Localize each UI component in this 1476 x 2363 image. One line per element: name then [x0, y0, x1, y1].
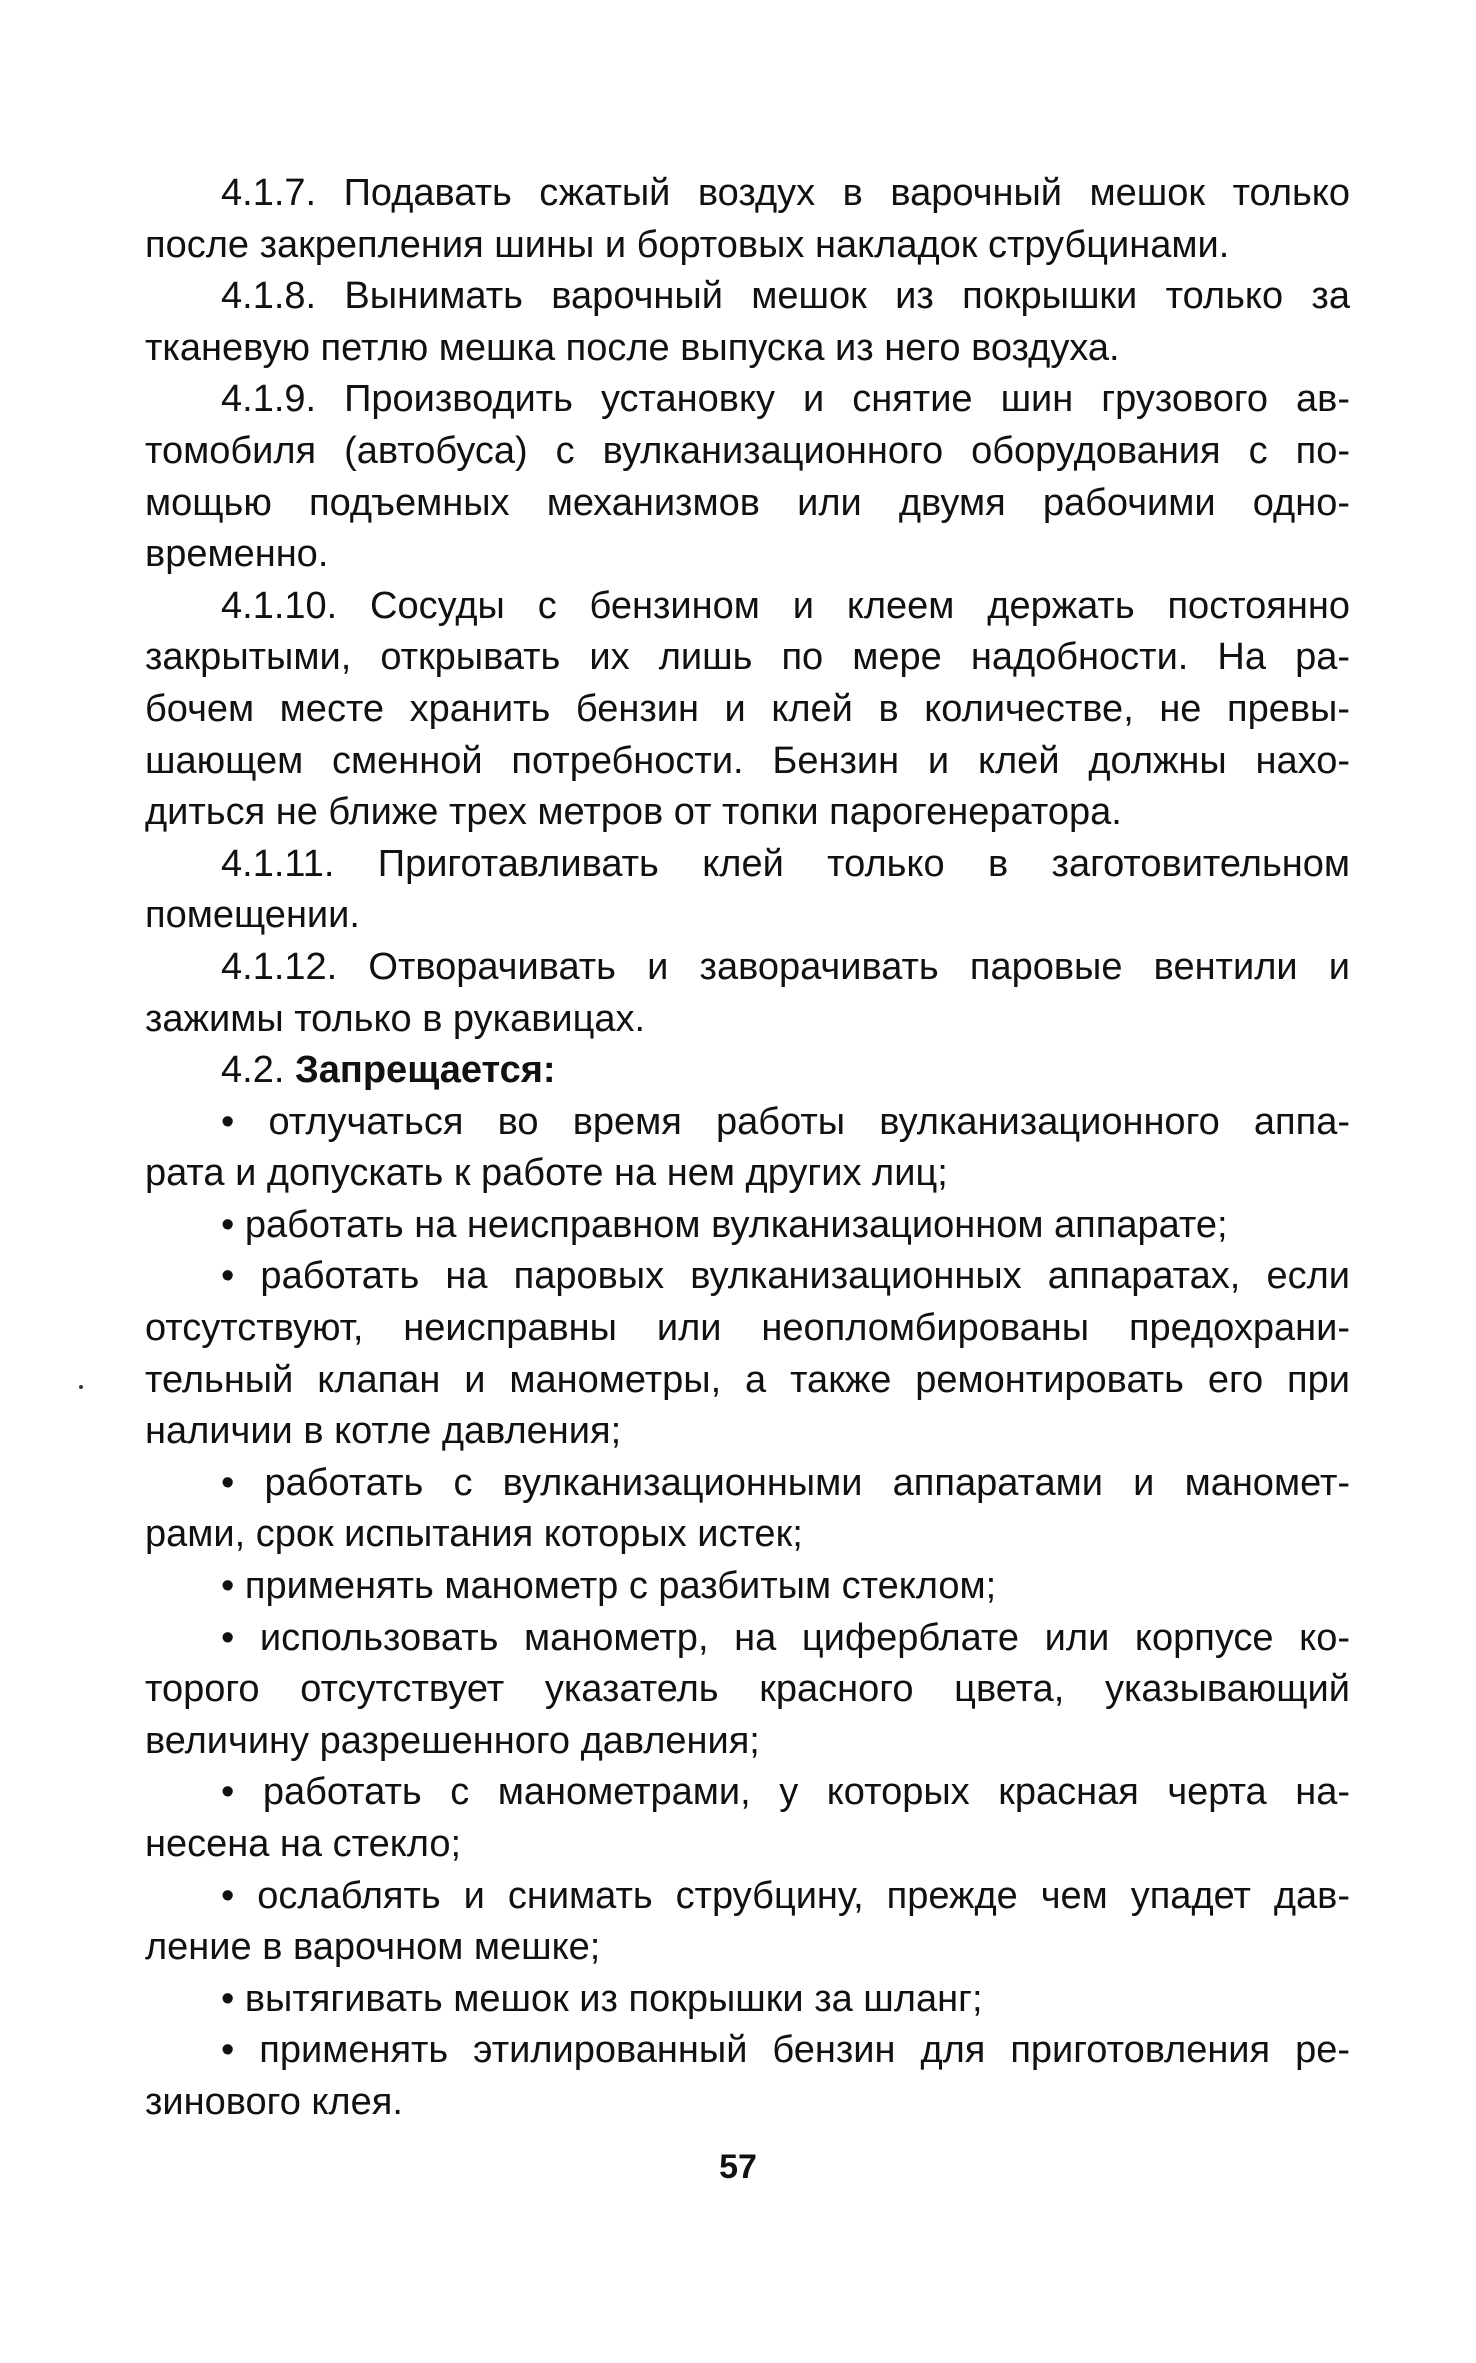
paragraph-4-1-10 [145, 581, 1350, 839]
text-line: • использовать манометр, на циферблате или корпусе ко- [221, 1616, 1350, 1659]
text-line: несена на стекло; [145, 1823, 462, 1865]
bullet-item [145, 1251, 1350, 1457]
bullet-item [145, 1561, 1350, 1613]
text-line: • работать с манометрами, у которых красная черта на- [221, 1771, 1350, 1814]
text-line: 4.1.12. Отворачивать и заворачивать паровые вентили и [221, 945, 1350, 988]
text-line: 4.1.10. Сосуды с бензином и клеем держать постоянно [221, 584, 1350, 627]
section-number: 4.2. [221, 1049, 285, 1092]
text-line: 4.1.9. Производить установку и снятие шин грузового ав- [221, 378, 1350, 421]
text-line: величину разрешенного давления; [145, 1719, 760, 1762]
text-line: рами, срок испытания которых истек; [145, 1513, 803, 1556]
text-line: 4.1.8. Вынимать варочный мешок из покрышки только за [221, 275, 1350, 318]
text-line: после закрепления шины и бортовых накладок струбцинами. [145, 223, 1230, 266]
paragraph-4-1-8 [145, 271, 1350, 374]
text-line: рата и допускать к работе на нем других лиц; [145, 1152, 948, 1195]
text-line: временно. [145, 533, 329, 576]
text-line: 4.1.7. Подавать сжатый воздух в варочный мешок только [221, 172, 1350, 214]
paragraph-4-1-11 [145, 839, 1350, 942]
text-line: • работать с вулканизационными аппаратами и маномет- [221, 1461, 1350, 1504]
text-line: • ослаблять и снимать струбцину, прежде чем упадет дав- [221, 1874, 1350, 1917]
text-line: зажимы только в рукавицах. [145, 997, 646, 1040]
text-line: • отлучаться во время работы вулканизационного аппа- [221, 1100, 1350, 1143]
paragraph-4-1-7 [145, 168, 1350, 271]
text-line: шающем сменной потребности. Бензин и клей должны нахо- [145, 739, 1350, 782]
text-line: зинового клея. [145, 2080, 403, 2123]
text-line: • работать на неисправном вулканизационном аппарате; [221, 1203, 1228, 1246]
paragraph-4-1-9 [145, 374, 1350, 580]
text-line: тельный клапан и манометры, а также ремонтировать его при [145, 1358, 1350, 1401]
text-line: томобиля (автобуса) с вулканизационного оборудования с по- [145, 429, 1350, 472]
text-line: • применять этилированный бензин для приготовления ре- [221, 2029, 1350, 2072]
text-line: диться не ближе трех метров от топки парогенератора. [145, 791, 1122, 834]
text-line: отсутствуют, неисправны или неопломбированы предохрани- [145, 1307, 1350, 1350]
section-heading-line [145, 1045, 1350, 1097]
scan-speck [79, 1385, 83, 1389]
bullet-item [145, 1613, 1350, 1768]
text-line: 4.1.11. Приготавливать клей только в заготовительном [221, 842, 1350, 885]
document-body [145, 168, 1350, 2129]
bullet-item [145, 1871, 1350, 1974]
text-line: ление в варочном мешке; [145, 1926, 601, 1969]
text-line: закрытыми, открывать их лишь по мере надобности. На ра- [145, 636, 1350, 679]
page-number: 57 [719, 2148, 757, 2186]
text-line: • работать на паровых вулканизационных аппаратах, если [221, 1255, 1350, 1298]
bullet-item [145, 1767, 1350, 1870]
paragraph-4-2-heading [145, 1045, 1350, 1097]
text-line: • вытягивать мешок из покрышки за шланг; [221, 1977, 983, 2020]
bullet-item [145, 1458, 1350, 1561]
bullet-item [145, 2025, 1350, 2128]
bullet-item [145, 1097, 1350, 1200]
bullet-item [145, 1200, 1350, 1252]
paragraph-4-1-12 [145, 942, 1350, 1045]
text-line: бочем месте хранить бензин и клей в количестве, не превы- [145, 687, 1350, 730]
text-line: помещении. [145, 894, 360, 937]
text-line: мощью подъемных механизмов или двумя рабочими одно- [145, 481, 1350, 524]
text-line: тканевую петлю мешка после выпуска из него воздуха. [145, 326, 1120, 369]
text-line: наличии в котле давления; [145, 1410, 622, 1453]
text-line: • применять манометр с разбитым стеклом; [221, 1565, 997, 1608]
text-line: торого отсутствует указатель красного цвета, указывающий [145, 1668, 1350, 1711]
section-heading: Запрещается: [294, 1049, 556, 1092]
bullet-item [145, 1974, 1350, 2026]
